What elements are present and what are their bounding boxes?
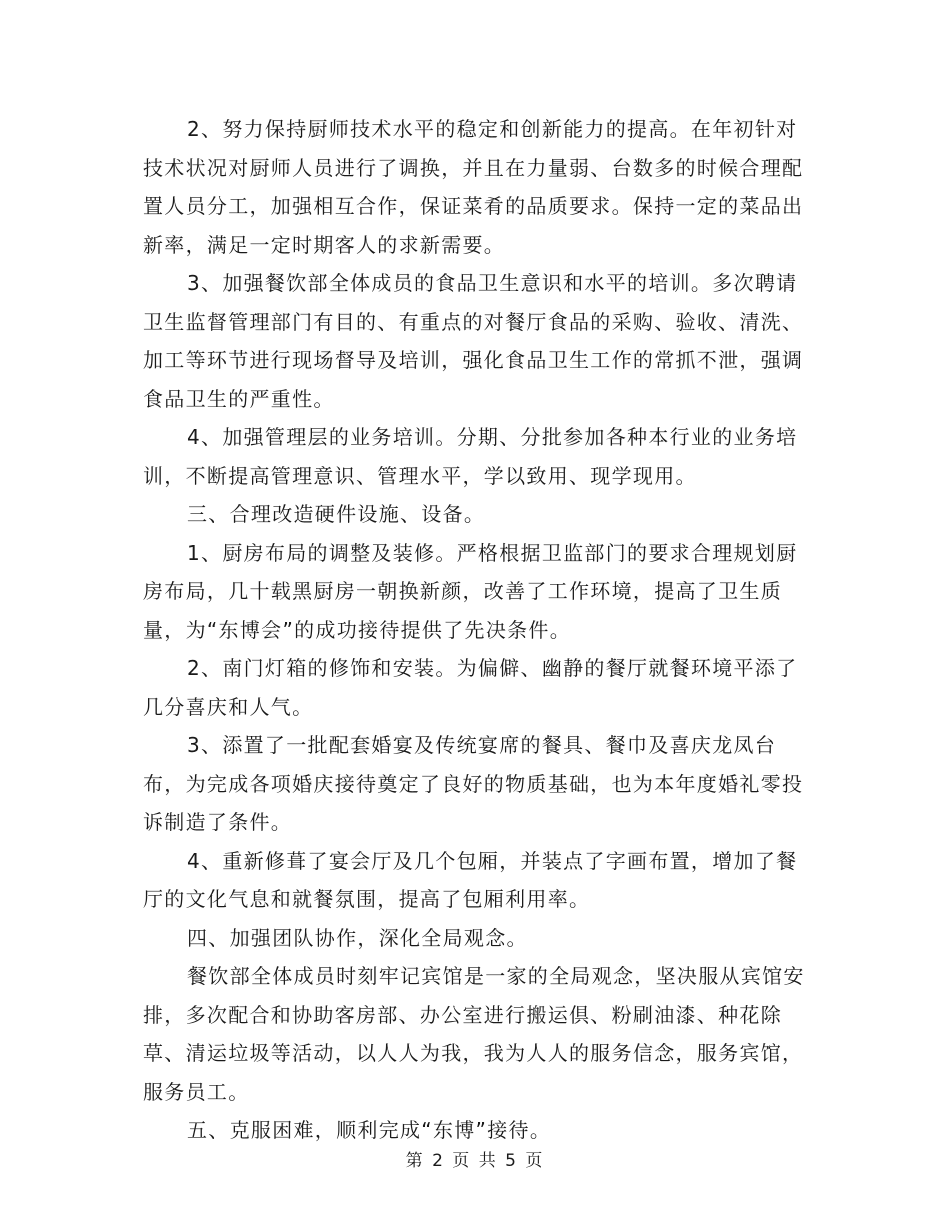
paragraph-management-training: 4、加强管理层的业务培训。分期、分批参加各种本行业的业务培训，不断提高管理意识、管理水平，学以致用、现学现用。 (143, 425, 798, 488)
paragraph-chef-skills: 2、努力保持厨师技术水平的稳定和创新能力的提高。在年初针对技术状况对厨师人员进行了调换，并且在力量弱、台数多的时候合理配置人员分工，加强相互合作，保证菜肴的品质要求。保持一定的菜品出新率，满足一定时期客人的求新需要。 (143, 117, 804, 257)
paragraph-food-hygiene-training: 3、加强餐饮部全体成员的食品卫生意识和水平的培训。多次聘请卫生监督管理部门有目的、有重点的对餐厅食品的采购、验收、清洗、加工等环节进行现场督导及培训，强化食品卫生工作的常抓不泄，强调食品卫生的严重性。 (143, 271, 804, 411)
paragraph-south-gate-lightbox: 2、南门灯箱的修饰和安装。为偏僻、幽静的餐厅就餐环境平添了几分喜庆和人气。 (143, 656, 798, 719)
section-heading-expo-reception: 五、克服困难，顺利完成“东博”接待。 (187, 1118, 552, 1142)
section-heading-teamwork: 四、加强团队协作，深化全局观念。 (187, 925, 528, 950)
paragraph-tableware-purchase: 3、添置了一批配套婚宴及传统宴席的餐具、餐巾及喜庆龙凤台布，为完成各项婚庆接待奠定了良好的物质基础，也为本年度婚礼零投诉制造了条件。 (143, 733, 804, 834)
paragraph-banquet-hall-repair: 4、重新修葺了宴会厅及几个包厢，并装点了字画布置，增加了餐厅的文化气息和就餐氛围，提高了包厢利用率。 (143, 848, 798, 911)
paragraph-teamwork-details: 餐饮部全体成员时刻牢记宾馆是一家的全局观念，坚决服从宾馆安排，多次配合和协助客房部、办公室进行搬运倶、粉刷油漆、种花除草、清运垃圾等活动，以人人为我，我为人人的服务信念，服务宾馆，服务员工。 (143, 964, 805, 1104)
document-body (143, 110, 811, 1150)
section-heading-hardware: 三、合理改造硬件设施、设备。 (187, 502, 486, 526)
paragraph-kitchen-renovation: 1、厨房布局的调整及装修。严格根据卫监部门的要求合理规划厨房布局，几十载黑厨房一朝换新颜，改善了工作环境，提高了卫生质量，为“东博会”的成功接待提供了先决条件。 (143, 540, 798, 642)
page-footer: 第 2 页 共 5 页 (405, 1151, 545, 1171)
